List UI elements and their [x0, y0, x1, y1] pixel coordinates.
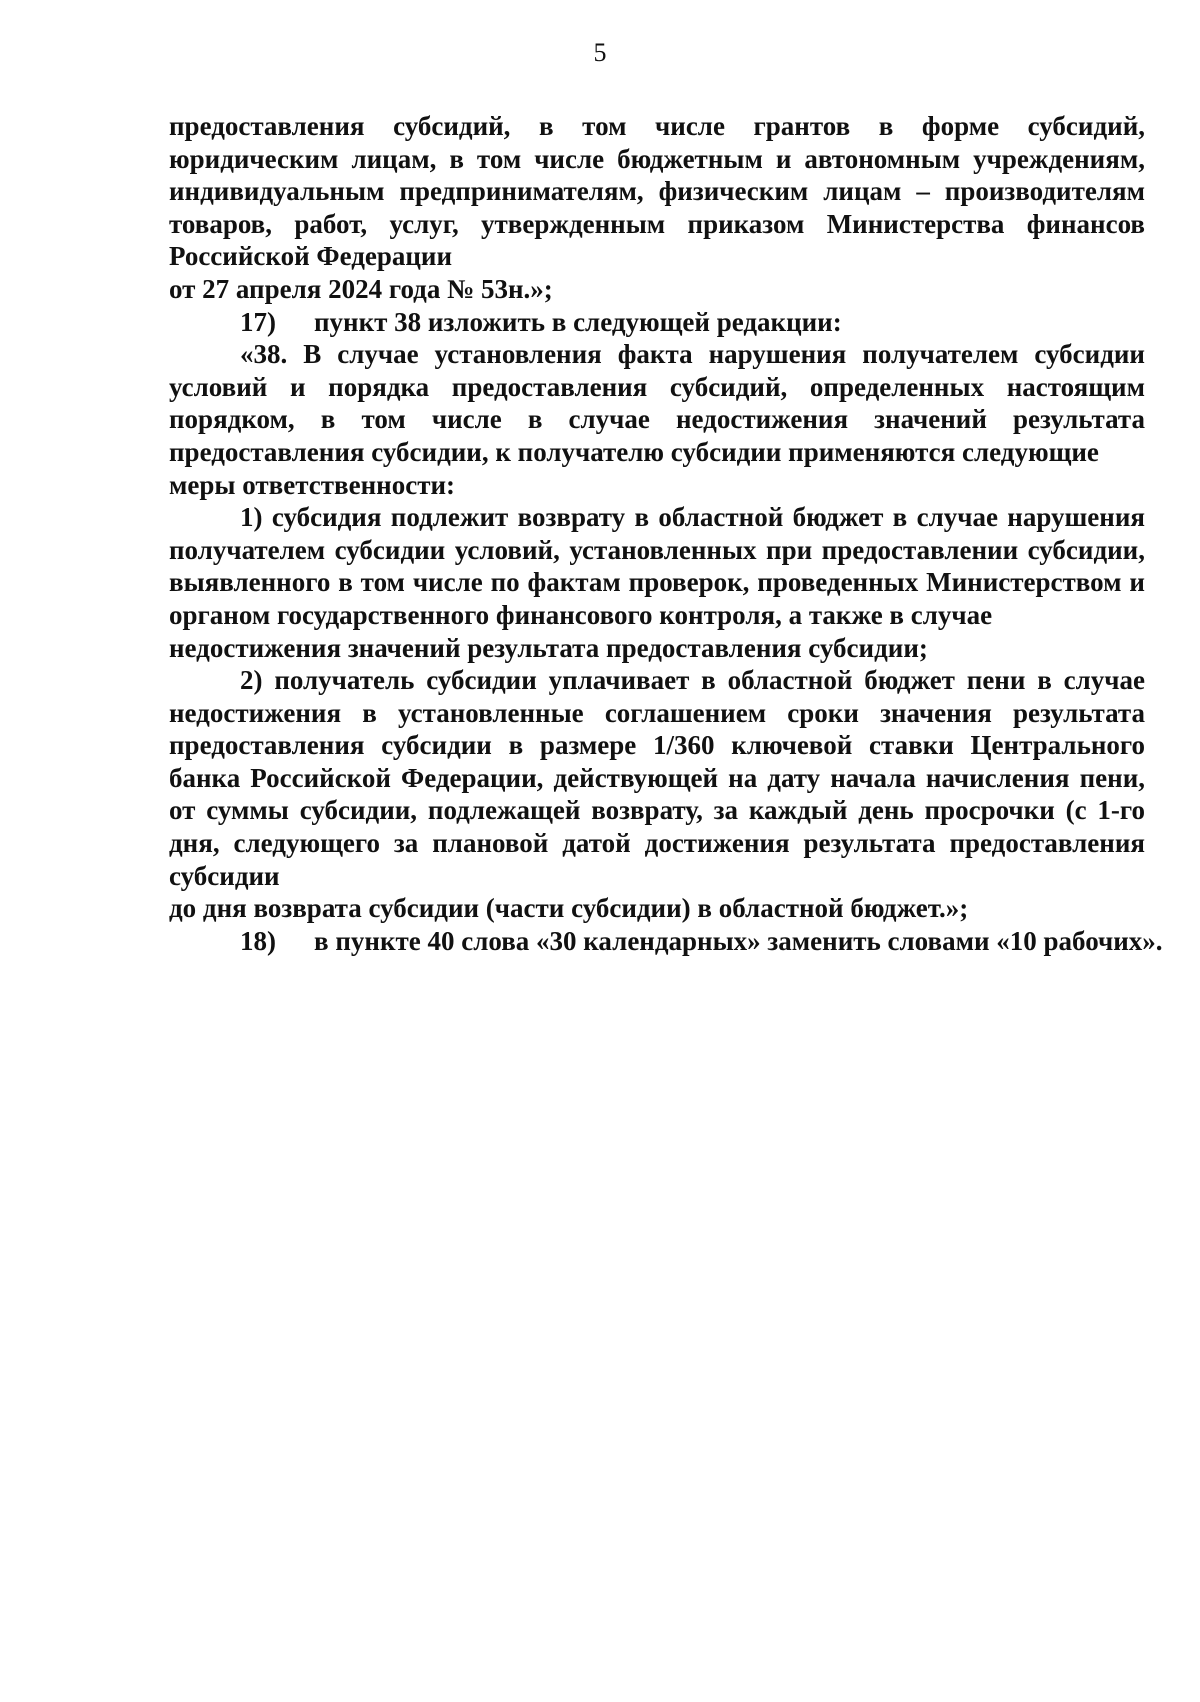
- list-item-17-text: пункт 38 изложить в следующей редакции:: [314, 306, 842, 337]
- list-item-17-number: 17): [240, 306, 276, 337]
- paragraph-subitem-2: 2) получатель субсидии уплачивает в областной бюджет пени в случае недостижения в установленные соглашением сроки значения результата предоставления субсидии в размере 1/360 ключевой ставки Центрального банка Российской Федерации, действующей на дату начала начисления пени, от суммы субсидии, подлежащей возврату, за каждый день просрочки (с 1-го дня, следующего за плановой датой достижения результата предоставления субсидии: [169, 665, 1145, 891]
- list-item-18-number: 18): [240, 925, 276, 956]
- paragraph-subitem-2-last-line: до дня возврата субсидии (части субсидии) в областной бюджет.»;: [169, 893, 969, 924]
- document-body: [169, 110, 1163, 957]
- page-number: 5: [593, 38, 607, 67]
- paragraph-continuation-last-line: от 27 апреля 2024 года № 53н.»;: [169, 273, 553, 304]
- paragraph-clause-38: «38. В случае установления факта нарушения получателем субсидии условий и порядка предоставления субсидий, определенных настоящим порядком, в том числе в случае недостижения значений результата предоставления субсидии, к получателю субсидии применяются следующие: [169, 339, 1145, 467]
- paragraph-continuation: предоставления субсидий, в том числе грантов в форме субсидий, юридическим лицам, в том числе бюджетным и автономным учреждениям, индивидуальным предпринимателям, физическим лицам – производителям товаров, работ, услуг, утвержденным приказом Министерства финансов Российской Федерации: [169, 111, 1145, 272]
- paragraph-subitem-1: 1) субсидия подлежит возврату в областной бюджет в случае нарушения получателем субсидии условий, установленных при предоставлении субсидии, выявленного в том числе по фактам проверок, проведенных Министерством и органом государственного финансового контроля, а также в случае: [169, 502, 1145, 630]
- list-item-18: [169, 925, 1163, 958]
- paragraph-subitem-1-last-line: недостижения значений результата предоставления субсидии;: [169, 632, 928, 663]
- paragraph-clause-38-last-line: меры ответственности:: [169, 469, 456, 500]
- list-item-18-text: в пункте 40 слова «30 календарных» заменить словами «10 рабочих».: [314, 925, 1163, 956]
- list-item-17: [169, 306, 1145, 339]
